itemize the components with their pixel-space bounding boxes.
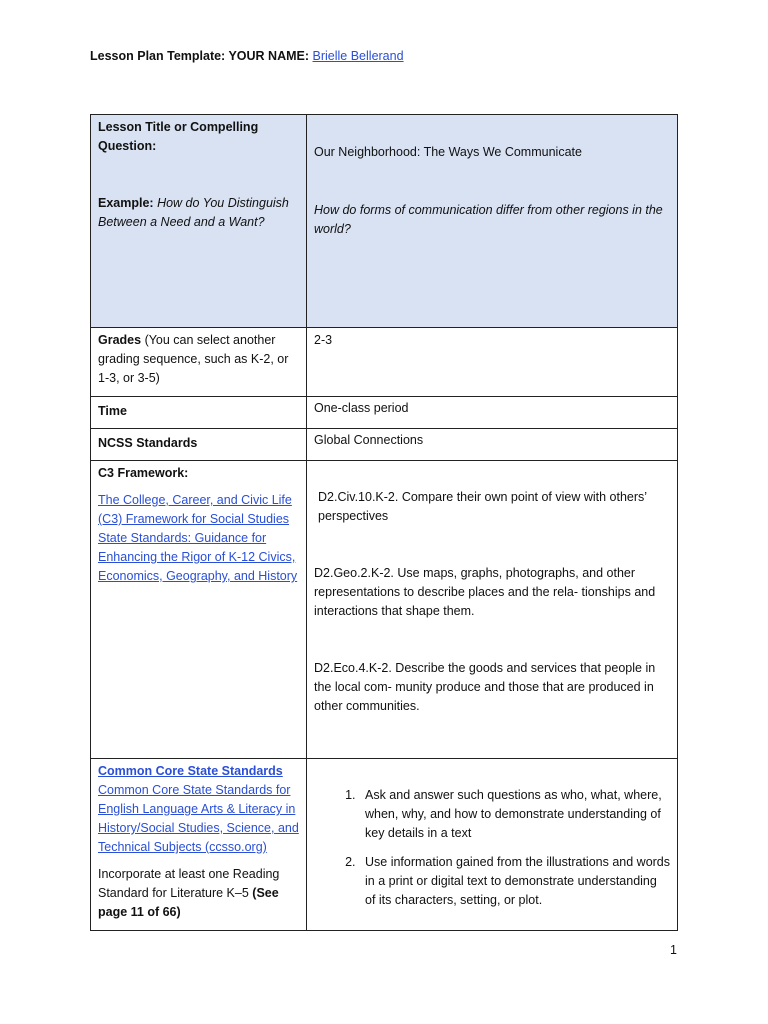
example-label: Example: — [98, 196, 154, 210]
c3-label: C3 Framework: — [98, 466, 189, 480]
time-value: One-class period — [314, 401, 409, 415]
ccss-instruction-bold: (See page 11 of 66) — [98, 886, 279, 919]
time-row — [91, 396, 677, 428]
grades-label: Grades — [98, 333, 142, 347]
c3-row — [91, 460, 677, 758]
c3-standard-eco: D2.Eco.4.K-2. Describe the goods and services that people in the local com- munity produce and those that are produced in other communities. — [314, 661, 656, 713]
header-label: Lesson Plan Template: YOUR NAME: — [90, 49, 310, 63]
ccss-items-cell — [307, 759, 677, 930]
ccss-standards-list — [314, 786, 670, 910]
grades-label-cell — [91, 328, 307, 396]
example-question: How do You Distinguish Between a Need and a Want? — [98, 196, 289, 229]
example-text — [98, 194, 299, 232]
ccss-label-cell — [91, 759, 307, 930]
ccss-row — [91, 758, 677, 930]
grades-note: (You can select another grading sequence, such as K-2, or 1-3, or 3-5) — [98, 333, 289, 385]
author-name-link[interactable]: Brielle Bellerand — [312, 49, 404, 63]
title-value-cell — [307, 115, 677, 327]
ncss-label: NCSS Standards — [91, 429, 307, 460]
document-header — [90, 49, 404, 63]
lesson-plan-table — [90, 114, 678, 931]
c3-label-cell — [91, 461, 307, 758]
list-item: 1. Ask and answer such questions as who, what, where, when, why, and how to demonstrate understanding of key details in a text — [359, 786, 670, 843]
ccss-instruction — [98, 865, 299, 922]
grades-row — [91, 327, 677, 396]
list-item: 2. Use information gained from the illustrations and words in a print or digital text to demonstrate understanding of its characters, setting, or plot. — [359, 853, 670, 910]
ncss-row — [91, 428, 677, 460]
time-label: Time — [91, 397, 307, 428]
c3-framework-link[interactable]: The College, Career, and Civic Life (C3) Framework for Social Studies State Standards: Guidance for Enhancing the Rigor of K-12 Civics, Economics, Geography, and History — [98, 493, 298, 583]
grades-value: 2-3 — [314, 333, 333, 347]
c3-standard-geo: D2.Geo.2.K-2. Use maps, graphs, photographs, and other representations to describe places and the rela- tionships and interactions that shape them. — [314, 566, 656, 618]
ncss-value: Global Connections — [314, 433, 424, 447]
ccss-standards-link[interactable]: Common Core State Standards for English Language Arts & Literacy in History/Social Studies, Science, and Technical Subjects (ccsso.org) — [98, 783, 299, 854]
title-row — [91, 115, 677, 327]
c3-standard-civ: D2.Civ.10.K-2. Compare their own point of view with others’ perspectives — [318, 490, 647, 523]
ccss-instruction-text: Incorporate at least one Reading Standard for Literature K–5 — [98, 867, 280, 900]
c3-standards-cell — [307, 461, 677, 758]
lesson-title: Our Neighborhood: The Ways We Communicate — [314, 145, 582, 159]
title-label: Lesson Title or Compelling Question: — [98, 120, 259, 153]
ccss-heading-link[interactable]: Common Core State Standards — [98, 764, 283, 778]
title-label-cell — [91, 115, 307, 327]
compelling-question: How do forms of communication differ from other regions in the world? — [314, 203, 663, 236]
page-number: 1 — [670, 943, 677, 957]
